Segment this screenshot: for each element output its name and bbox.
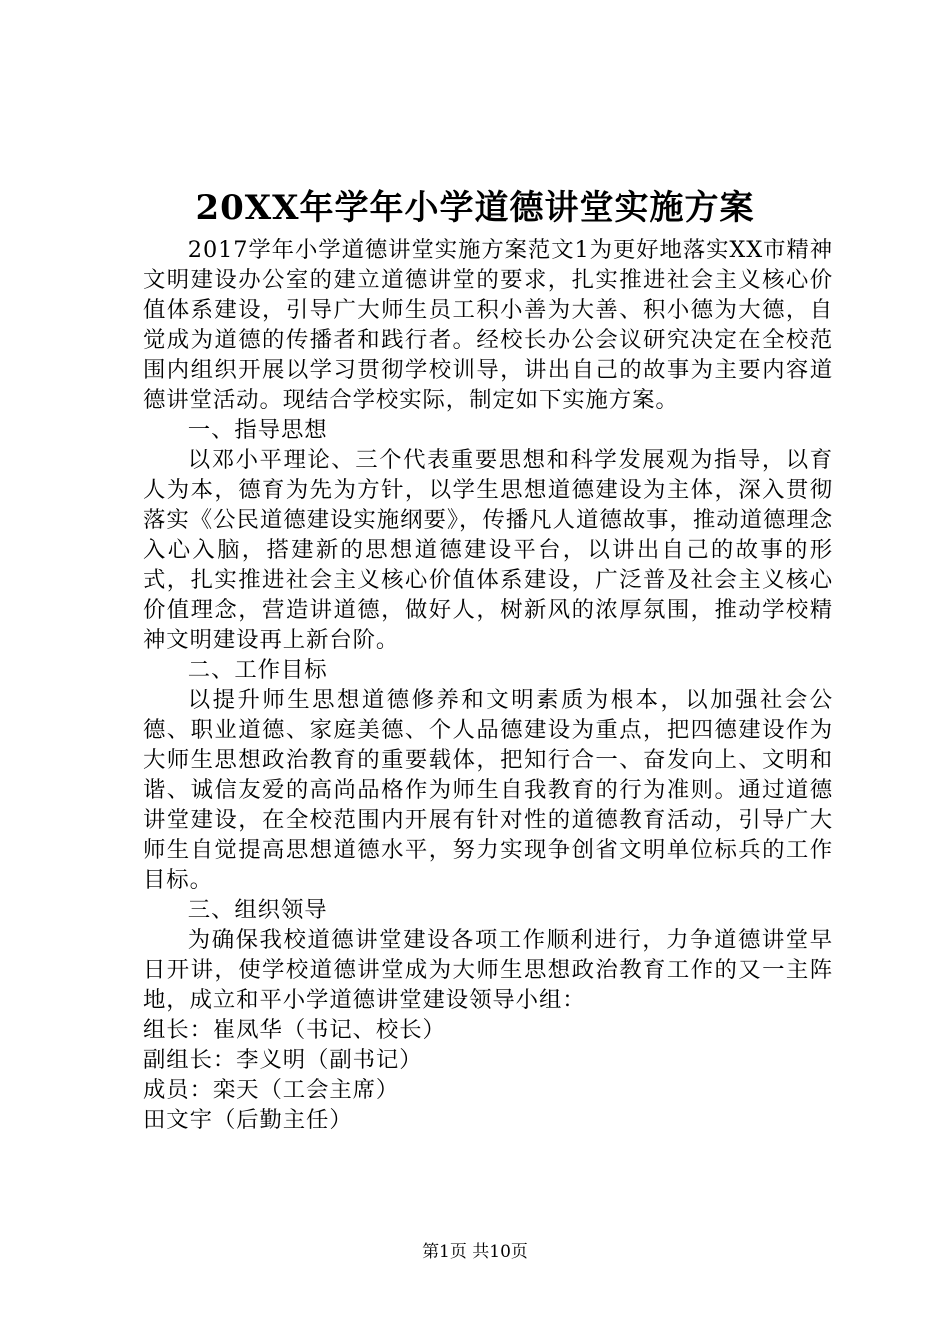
section-heading-organization: 三、组织领导 (187, 897, 328, 923)
organization-paragraph: 为确保我校道德讲堂建设各项工作顺利进行，力争道德讲堂早日开讲，使学校道德讲堂成为大师生思想政治教育工作的又一主阵地，成立和平小学道德讲堂建设领导小组： (143, 927, 833, 1013)
member-logistics-director: 田文宇（后勤主任） (143, 1107, 353, 1133)
document-body (143, 235, 833, 1135)
intro-paragraph: 2017学年小学道德讲堂实施方案范文1为更好地落实XX市精神文明建设办公室的建立道德讲堂的要求，扎实推进社会主义核心价值体系建设，引导广大师生员工积小善为大善、积小德为大德，自觉成为道德的传播者和践行者。经校长办公会议研究决定在全校范围内组织开展以学习贯彻学校训导，讲出自己的故事为主要内容道德讲堂活动。现结合学校实际，制定如下实施方案。 (143, 237, 833, 413)
guiding-ideology-paragraph: 以邓小平理论、三个代表重要思想和科学发展观为指导，以育人为本，德育为先为方针，以学生思想道德建设为主体，深入贯彻落实《公民道德建设实施纲要》，传播凡人道德故事，推动道德理念入心入脑，搭建新的思想道德建设平台，以讲出自己的故事的形式，扎实推进社会主义核心价值体系建设，广泛普及社会主义核心价值理念，营造讲道德，做好人，树新风的浓厚氛围，推动学校精神文明建设再上新台阶。 (143, 447, 833, 653)
document-title: 20XX年学年小学道德讲堂实施方案 (195, 188, 755, 228)
member-deputy-leader: 副组长：李义明（副书记） (143, 1047, 423, 1073)
section-heading-work-goals: 二、工作目标 (187, 657, 328, 683)
member-leader: 组长：崔凤华（书记、校长） (143, 1017, 446, 1043)
member-union-chair: 成员：栾天（工会主席） (143, 1077, 400, 1103)
page-number-footer: 第1页 共10页 (422, 1242, 528, 1262)
work-goals-paragraph: 以提升师生思想道德修养和文明素质为根本，以加强社会公德、职业道德、家庭美德、个人品德建设为重点，把四德建设作为大师生思想政治教育的重要载体，把知行合一、奋发向上、文明和谐、诚信友爱的高尚品格作为师生自我教育的行为准则。通过道德讲堂建设，在全校范围内开展有针对性的道德教育活动，引导广大师生自觉提高思想道德水平，努力实现争创省文明单位标兵的工作目标。 (143, 687, 833, 893)
section-heading-guiding-ideology: 一、指导思想 (187, 417, 328, 443)
